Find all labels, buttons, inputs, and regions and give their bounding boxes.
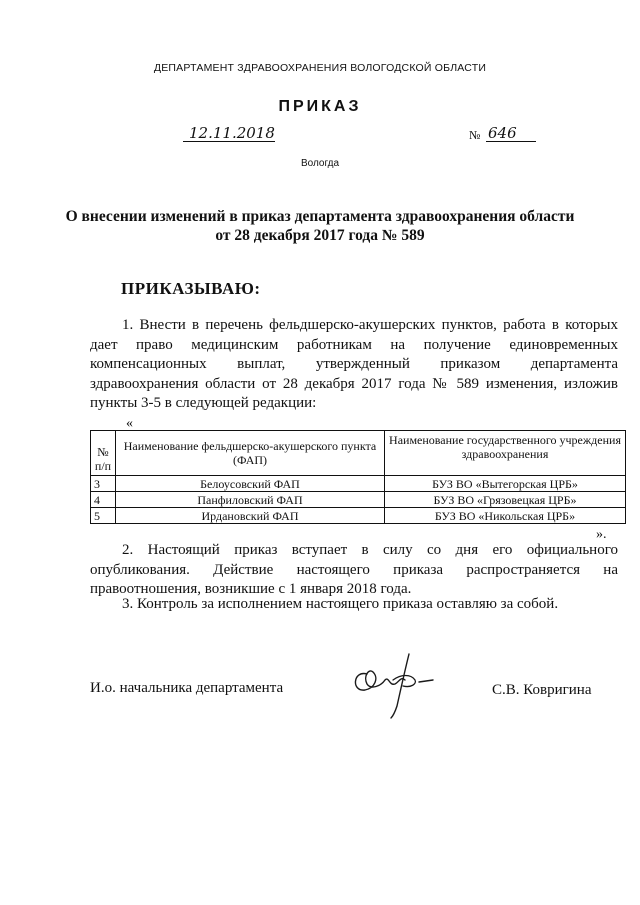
header-institution: Наименование государственного учреждения здравоохранения [385,431,626,476]
city: Вологда [300,158,340,169]
paragraph-1 [90,316,618,414]
opening-quote: « [126,416,133,431]
row-institution: БУЗ ВО «Вытегорская ЦРБ» [385,476,626,492]
order-word: ПРИКАЗЫВАЮ: [121,279,261,298]
header-fap: Наименование фельдшерско-акушерского пункта (ФАП) [116,431,385,476]
row-num: 5 [91,508,116,524]
row-institution: БУЗ ВО «Никольская ЦРБ» [385,508,626,524]
table-row [91,476,626,492]
row-fap: Панфиловский ФАП [116,492,385,508]
header-num: № п/п [91,431,116,476]
row-fap: Белоусовский ФАП [116,476,385,492]
department-name: ДЕПАРТАМЕНТ ЗДРАВООХРАНЕНИЯ ВОЛОГОДСКОЙ ОБЛАСТИ [153,62,487,74]
handwritten-signature [345,640,445,720]
subject-line-2: от 28 декабря 2017 года № 589 [215,227,425,244]
order-subject [0,207,640,245]
order-number: 646 [486,124,536,142]
fap-table [90,430,626,524]
row-fap: Ирдановский ФАП [116,508,385,524]
subject-line-1: О внесении изменений в приказ департамента здравоохранения области [65,208,575,225]
document-type: ПРИКАЗ [278,98,362,115]
signatory-name: С.В. Ковригина [492,682,592,698]
order-date: 12.11.2018 [183,124,275,142]
number-sign: № [469,128,481,142]
row-institution: БУЗ ВО «Грязовецкая ЦРБ» [385,492,626,508]
table-row [91,492,626,508]
closing-quote: ». [596,527,607,542]
paragraph-3-text: 3. Контроль за исполнением настоящего приказа оставляю за собой. [122,596,559,612]
paragraph-1-text: 1. Внести в перечень фельдшерско-акушерских пунктов, работа в которых дает право медицинским работникам на получение единовременных компенсационных выплат, утвержденный приказом департамента здравоохранения области от 28 декабря 2017 года № 589 изменения, изложив пункты 3-5 в следующей редакции: [90,317,618,411]
paragraph-2-text: 2. Настоящий приказ вступает в силу со дня его официального опубликования. Действие настоящего приказа распространяется на правоотношения, возникшие с 1 января 2018 года. [90,542,618,597]
row-num: 3 [91,476,116,492]
table-header-row [91,431,626,476]
row-num: 4 [91,492,116,508]
table-row [91,508,626,524]
paragraph-3 [90,595,618,615]
signatory-role: И.о. начальника департамента [90,680,284,696]
paragraph-2 [90,541,618,600]
